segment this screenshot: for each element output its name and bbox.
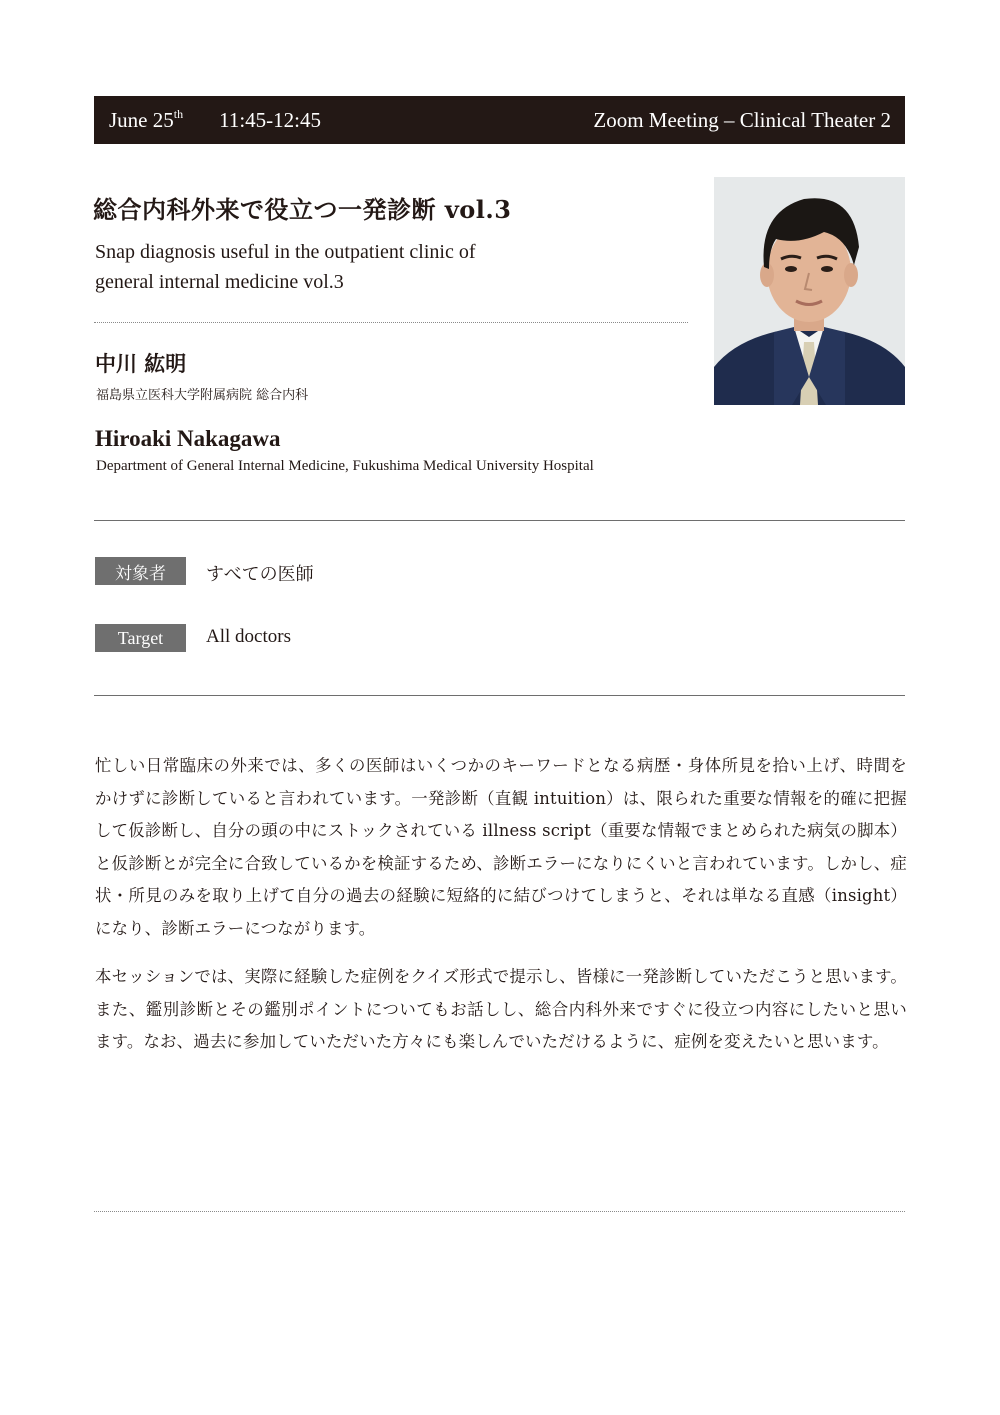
audience-label-en: Target (95, 624, 186, 652)
abstract-paragraph-2: 本セッションでは、実際に経験した症例をクイズ形式で提示し、皆様に一発診断していただこうと思います。また、鑑別診断とその鑑別ポイントについてもお話しし、総合内科外来ですぐに役立つ内容にしたいと思います。なお、過去に参加していただいた方々にも楽しんでいただけるように、症例を変えたいと思います。 (95, 967, 907, 1051)
session-venue: Zoom Meeting – Clinical Theater 2 (593, 107, 891, 132)
section-divider-bottom (94, 695, 905, 696)
section-divider-top (94, 520, 905, 521)
speaker-name-ja: 中川 紘明 (95, 351, 187, 376)
speaker-name-en: Hiroaki Nakagawa (95, 426, 281, 451)
footer-divider (94, 1211, 905, 1212)
session-time: 11:45-12:45 (219, 108, 321, 132)
speaker-portrait-image (714, 177, 905, 405)
session-title-en (95, 237, 655, 297)
speaker-photo (714, 177, 905, 405)
session-date: June 25th (109, 107, 184, 132)
session-title-ja: 総合内科外来で役立つ一発診断 vol.3 (93, 195, 512, 224)
audience-label-ja: 対象者 (95, 557, 186, 585)
speaker-affiliation-en: Department of General Internal Medicine, Fukushima Medical University Hospital (96, 458, 594, 474)
title-divider (94, 322, 688, 323)
audience-value-ja: すべての医師 (206, 564, 314, 585)
session-title-en-line2: general internal medicine vol.3 (95, 271, 344, 293)
session-header-bar (94, 96, 905, 144)
session-title-en-line1: Snap diagnosis useful in the outpatient clinic of (95, 241, 476, 263)
session-datetime (109, 107, 321, 133)
speaker-affiliation-ja: 福島県立医科大学附属病院 総合内科 (96, 388, 309, 403)
abstract-paragraph-1: 忙しい日常臨床の外来では、多くの医師はいくつかのキーワードとなる病歴・身体所見を拾い上げ、時間をかけずに診断していると言われています。一発診断（直観 intuition）は、限られた重要な情報を的確に把握して仮診断し、自分の頭の中にストックされている illness script（重要な情報でまとめられた病気の脚本）と仮診断とが完全に合致しているかを検証するため、診断エラーになりにくいと言われています。しかし、症状・所見のみを取り上げて自分の過去の経験に短絡的に結びつけてしまうと、それは単なる直感（insight）になり、診断エラーにつながります。 (95, 756, 907, 938)
audience-value-en: All doctors (206, 626, 291, 647)
